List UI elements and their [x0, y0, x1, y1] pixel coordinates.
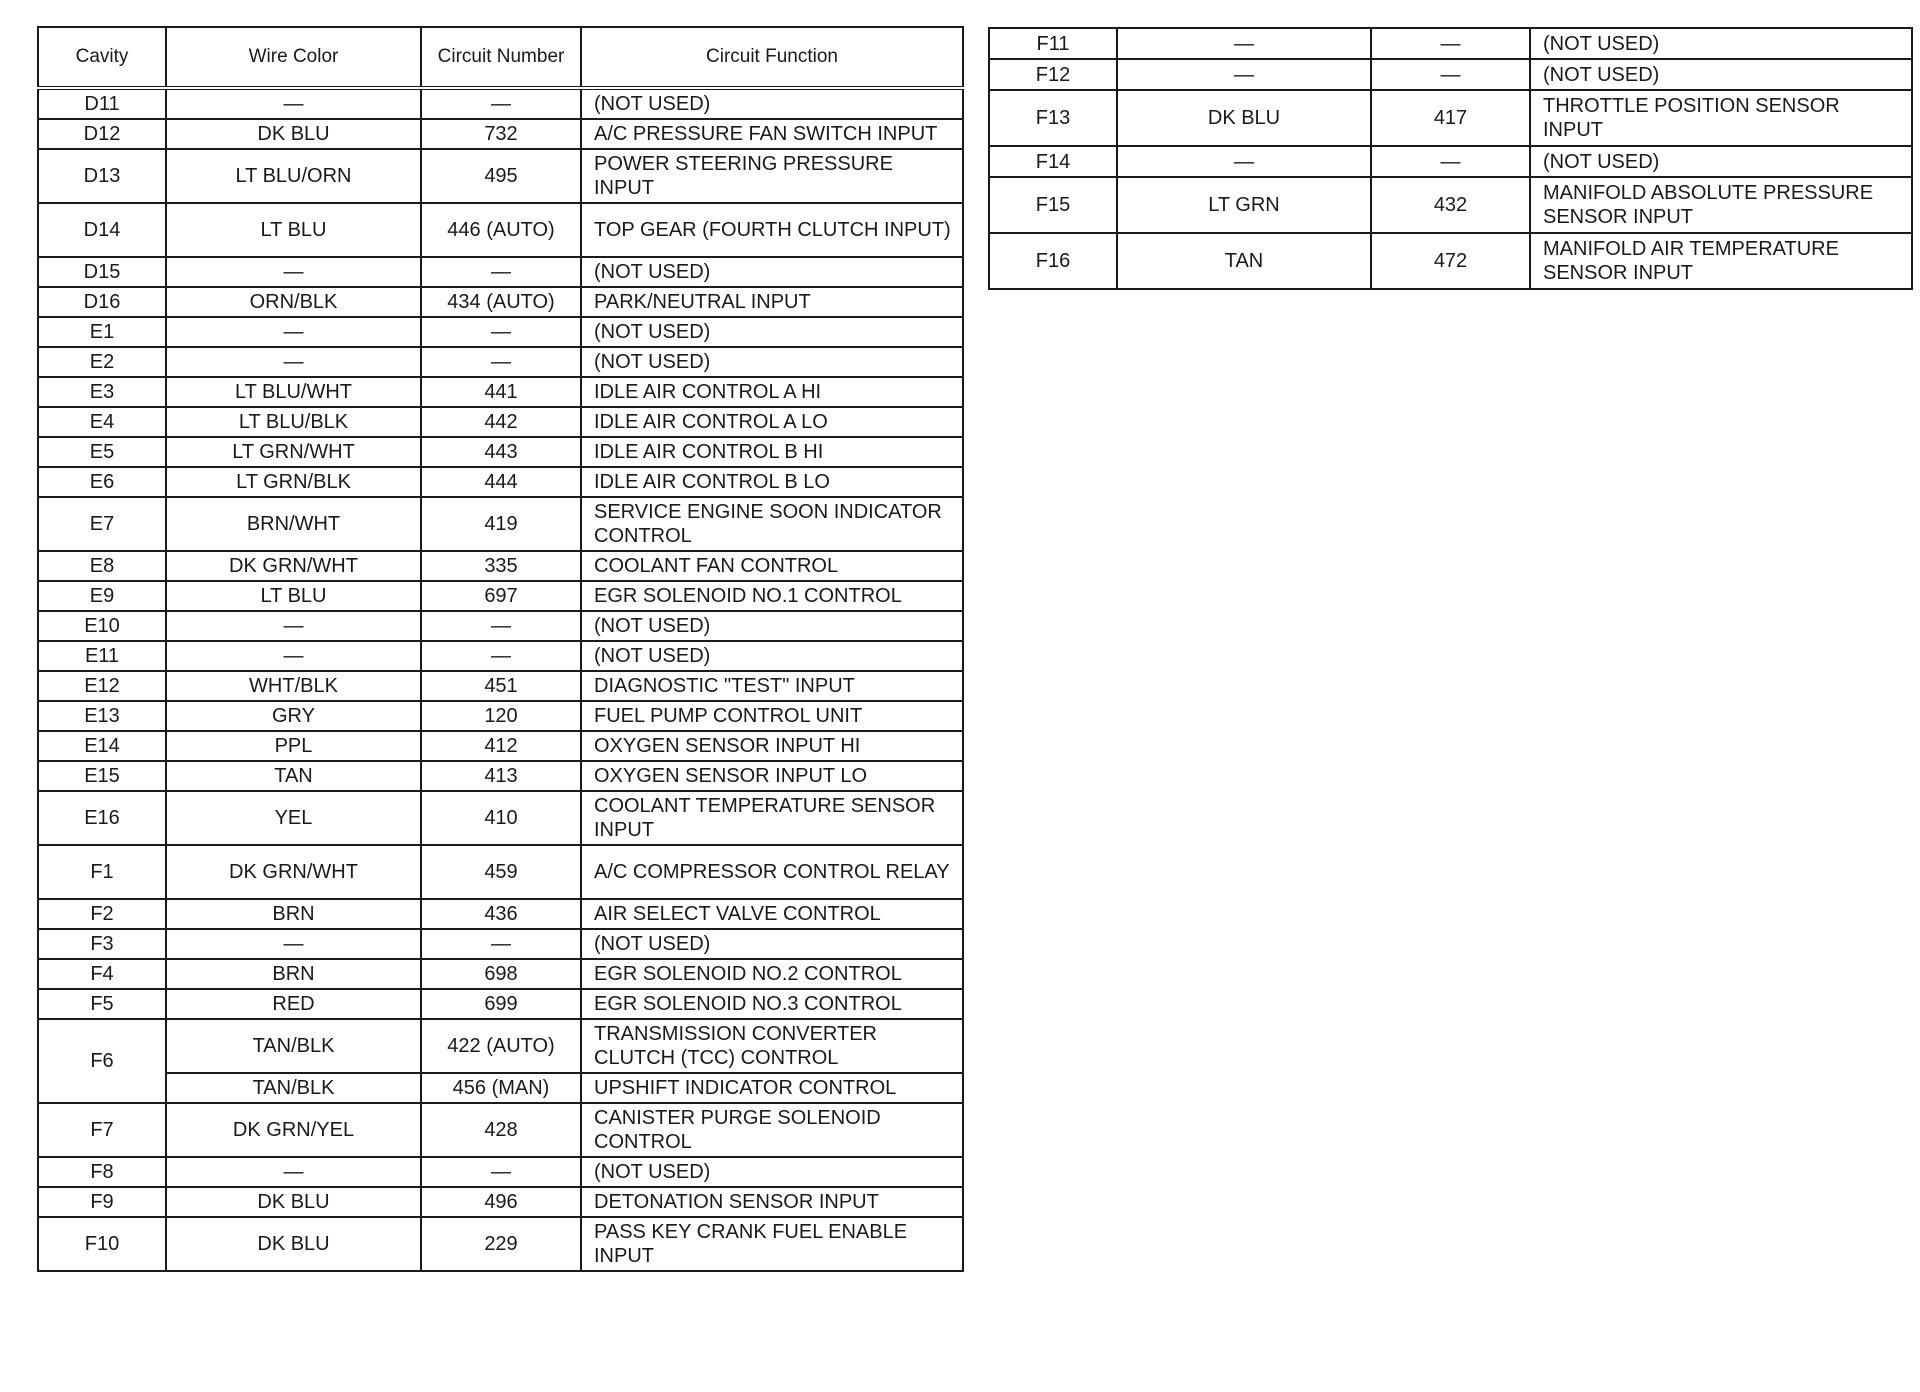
wire-color-cell: TAN	[1117, 233, 1371, 289]
table-header-row	[38, 27, 963, 88]
cavity-cell: F10	[38, 1217, 166, 1271]
circuit-number-cell: 412	[421, 731, 581, 761]
circuit-number-cell: 428	[421, 1103, 581, 1157]
cavity-cell: E12	[38, 671, 166, 701]
table-row	[38, 1073, 963, 1103]
table-row	[989, 90, 1912, 146]
wire-color-cell: DK BLU	[1117, 90, 1371, 146]
table-row	[38, 671, 963, 701]
connector-table-left	[37, 26, 964, 1272]
circuit-function-cell: IDLE AIR CONTROL A LO	[581, 407, 963, 437]
circuit-function-cell: (NOT USED)	[581, 88, 963, 119]
wire-color-cell: BRN	[166, 959, 421, 989]
cavity-cell: F5	[38, 989, 166, 1019]
table-row	[38, 497, 963, 551]
circuit-function-cell: (NOT USED)	[581, 1157, 963, 1187]
circuit-function-cell: UPSHIFT INDICATOR CONTROL	[581, 1073, 963, 1103]
circuit-number-cell: 444	[421, 467, 581, 497]
cavity-cell: F13	[989, 90, 1117, 146]
table-row	[989, 28, 1912, 59]
cavity-cell: E10	[38, 611, 166, 641]
table-row	[38, 641, 963, 671]
circuit-number-cell: 434 (AUTO)	[421, 287, 581, 317]
table-row	[38, 437, 963, 467]
circuit-function-cell: (NOT USED)	[581, 317, 963, 347]
wire-color-cell: LT GRN/WHT	[166, 437, 421, 467]
wire-color-cell: TAN/BLK	[166, 1019, 421, 1073]
cavity-cell: E16	[38, 791, 166, 845]
circuit-function-cell: SERVICE ENGINE SOON INDICATOR CONTROL	[581, 497, 963, 551]
table-row	[38, 287, 963, 317]
cavity-cell: F4	[38, 959, 166, 989]
wire-color-cell: —	[1117, 28, 1371, 59]
cavity-cell: D11	[38, 88, 166, 119]
circuit-function-cell: PASS KEY CRANK FUEL ENABLE INPUT	[581, 1217, 963, 1271]
wire-color-cell: BRN	[166, 899, 421, 929]
wire-color-cell: RED	[166, 989, 421, 1019]
wire-color-cell: DK GRN/WHT	[166, 845, 421, 899]
circuit-number-cell: 120	[421, 701, 581, 731]
wire-color-cell: TAN/BLK	[166, 1073, 421, 1103]
circuit-function-cell: DETONATION SENSOR INPUT	[581, 1187, 963, 1217]
cavity-cell: D14	[38, 203, 166, 257]
cavity-cell: D13	[38, 149, 166, 203]
circuit-number-cell: —	[1371, 146, 1530, 177]
table-row	[38, 88, 963, 119]
table-row	[38, 149, 963, 203]
circuit-number-cell: —	[421, 88, 581, 119]
wire-color-cell: TAN	[166, 761, 421, 791]
wire-color-cell: —	[166, 929, 421, 959]
circuit-number-cell: 419	[421, 497, 581, 551]
circuit-number-cell: 472	[1371, 233, 1530, 289]
circuit-number-cell: —	[421, 1157, 581, 1187]
circuit-function-cell: (NOT USED)	[581, 641, 963, 671]
table-row	[38, 929, 963, 959]
circuit-number-cell: 335	[421, 551, 581, 581]
circuit-number-cell: —	[1371, 28, 1530, 59]
table-row	[38, 611, 963, 641]
circuit-number-cell: 446 (AUTO)	[421, 203, 581, 257]
cavity-cell: F11	[989, 28, 1117, 59]
cavity-cell: E7	[38, 497, 166, 551]
cavity-cell: F2	[38, 899, 166, 929]
wire-color-cell: LT BLU	[166, 581, 421, 611]
wire-color-cell: —	[166, 1157, 421, 1187]
wire-color-cell: —	[1117, 146, 1371, 177]
circuit-number-cell: 436	[421, 899, 581, 929]
cavity-cell: E8	[38, 551, 166, 581]
circuit-function-cell: (NOT USED)	[1530, 28, 1912, 59]
wire-color-cell: YEL	[166, 791, 421, 845]
cavity-cell: F8	[38, 1157, 166, 1187]
wire-color-cell: —	[166, 317, 421, 347]
table-row	[38, 959, 963, 989]
circuit-function-cell: DIAGNOSTIC "TEST" INPUT	[581, 671, 963, 701]
wire-color-cell: DK BLU	[166, 1217, 421, 1271]
circuit-number-cell: 698	[421, 959, 581, 989]
wire-color-cell: —	[166, 347, 421, 377]
cavity-cell: F3	[38, 929, 166, 959]
circuit-function-cell: (NOT USED)	[581, 929, 963, 959]
table-row	[38, 791, 963, 845]
table-row	[38, 1217, 963, 1271]
cavity-cell: E2	[38, 347, 166, 377]
circuit-number-cell: 495	[421, 149, 581, 203]
circuit-function-cell: CANISTER PURGE SOLENOID CONTROL	[581, 1103, 963, 1157]
circuit-function-cell: IDLE AIR CONTROL B HI	[581, 437, 963, 467]
circuit-function-cell: OXYGEN SENSOR INPUT LO	[581, 761, 963, 791]
circuit-number-cell: 410	[421, 791, 581, 845]
table-row	[38, 1157, 963, 1187]
circuit-function-cell: (NOT USED)	[581, 257, 963, 287]
wire-color-cell: —	[166, 88, 421, 119]
cavity-cell: F7	[38, 1103, 166, 1157]
table-row	[989, 146, 1912, 177]
circuit-number-cell: 432	[1371, 177, 1530, 233]
table-row	[38, 551, 963, 581]
wire-color-cell: PPL	[166, 731, 421, 761]
circuit-number-cell: —	[421, 257, 581, 287]
circuit-number-cell: —	[421, 611, 581, 641]
circuit-function-cell: THROTTLE POSITION SENSOR INPUT	[1530, 90, 1912, 146]
cavity-cell: E15	[38, 761, 166, 791]
circuit-number-cell: —	[421, 317, 581, 347]
circuit-function-cell: FUEL PUMP CONTROL UNIT	[581, 701, 963, 731]
wire-color-cell: WHT/BLK	[166, 671, 421, 701]
circuit-function-cell: A/C PRESSURE FAN SWITCH INPUT	[581, 119, 963, 149]
circuit-function-cell: OXYGEN SENSOR INPUT HI	[581, 731, 963, 761]
circuit-function-cell: IDLE AIR CONTROL A HI	[581, 377, 963, 407]
circuit-number-cell: 697	[421, 581, 581, 611]
circuit-number-cell: —	[421, 929, 581, 959]
table-row	[38, 1019, 963, 1073]
circuit-function-cell: EGR SOLENOID NO.1 CONTROL	[581, 581, 963, 611]
circuit-function-cell: MANIFOLD AIR TEMPERATURE SENSOR INPUT	[1530, 233, 1912, 289]
cavity-cell: E4	[38, 407, 166, 437]
circuit-number-cell: 422 (AUTO)	[421, 1019, 581, 1073]
cavity-cell: F1	[38, 845, 166, 899]
circuit-function-cell: EGR SOLENOID NO.3 CONTROL	[581, 989, 963, 1019]
circuit-function-cell: COOLANT TEMPERATURE SENSOR INPUT	[581, 791, 963, 845]
circuit-number-cell: 456 (MAN)	[421, 1073, 581, 1103]
wire-color-cell: —	[166, 611, 421, 641]
left-table-body	[38, 88, 963, 1271]
circuit-function-cell: POWER STEERING PRESSURE INPUT	[581, 149, 963, 203]
wire-color-cell: —	[166, 257, 421, 287]
table-row	[38, 1187, 963, 1217]
cavity-cell: E5	[38, 437, 166, 467]
table-row	[38, 119, 963, 149]
circuit-number-cell: 413	[421, 761, 581, 791]
circuit-number-cell: 442	[421, 407, 581, 437]
table-row	[38, 845, 963, 899]
cavity-cell: E11	[38, 641, 166, 671]
circuit-function-cell: (NOT USED)	[1530, 59, 1912, 90]
table-row	[38, 467, 963, 497]
table-row	[989, 177, 1912, 233]
table-row	[38, 581, 963, 611]
cavity-cell: F16	[989, 233, 1117, 289]
table-row	[989, 59, 1912, 90]
table-row	[38, 1103, 963, 1157]
circuit-number-cell: 732	[421, 119, 581, 149]
table-row	[38, 731, 963, 761]
wire-color-cell: DK GRN/YEL	[166, 1103, 421, 1157]
wire-color-cell: DK BLU	[166, 119, 421, 149]
header-circuit-function: Circuit Function	[581, 27, 963, 88]
wire-color-cell: LT BLU/WHT	[166, 377, 421, 407]
circuit-number-cell: 496	[421, 1187, 581, 1217]
wire-color-cell: —	[166, 641, 421, 671]
table-row	[38, 257, 963, 287]
wire-color-cell: LT BLU	[166, 203, 421, 257]
table-row	[38, 989, 963, 1019]
wire-color-cell: BRN/WHT	[166, 497, 421, 551]
cavity-cell: F15	[989, 177, 1117, 233]
circuit-function-cell: PARK/NEUTRAL INPUT	[581, 287, 963, 317]
cavity-cell: E13	[38, 701, 166, 731]
table-row	[38, 347, 963, 377]
table-row	[38, 899, 963, 929]
header-circuit-number: Circuit Number	[421, 27, 581, 88]
cavity-cell: F9	[38, 1187, 166, 1217]
wire-color-cell: GRY	[166, 701, 421, 731]
cavity-cell: E14	[38, 731, 166, 761]
table-row	[989, 233, 1912, 289]
cavity-cell: F6	[38, 1019, 166, 1103]
cavity-cell: E9	[38, 581, 166, 611]
wire-color-cell: LT BLU/BLK	[166, 407, 421, 437]
table-row	[38, 407, 963, 437]
circuit-number-cell: 417	[1371, 90, 1530, 146]
right-table-body	[989, 28, 1912, 289]
table-row	[38, 317, 963, 347]
circuit-function-cell: TRANSMISSION CONVERTER CLUTCH (TCC) CONTROL	[581, 1019, 963, 1073]
circuit-function-cell: COOLANT FAN CONTROL	[581, 551, 963, 581]
circuit-function-cell: EGR SOLENOID NO.2 CONTROL	[581, 959, 963, 989]
wire-color-cell: —	[1117, 59, 1371, 90]
circuit-function-cell: TOP GEAR (FOURTH CLUTCH INPUT)	[581, 203, 963, 257]
circuit-function-cell: (NOT USED)	[1530, 146, 1912, 177]
cavity-cell: E1	[38, 317, 166, 347]
table-row	[38, 377, 963, 407]
circuit-number-cell: —	[421, 641, 581, 671]
wire-color-cell: ORN/BLK	[166, 287, 421, 317]
circuit-number-cell: 441	[421, 377, 581, 407]
circuit-number-cell: 443	[421, 437, 581, 467]
circuit-number-cell: 451	[421, 671, 581, 701]
cavity-cell: F12	[989, 59, 1117, 90]
cavity-cell: D15	[38, 257, 166, 287]
circuit-number-cell: 229	[421, 1217, 581, 1271]
table-row	[38, 761, 963, 791]
cavity-cell: D12	[38, 119, 166, 149]
circuit-function-cell: A/C COMPRESSOR CONTROL RELAY	[581, 845, 963, 899]
circuit-function-cell: MANIFOLD ABSOLUTE PRESSURE SENSOR INPUT	[1530, 177, 1912, 233]
circuit-number-cell: —	[421, 347, 581, 377]
circuit-function-cell: IDLE AIR CONTROL B LO	[581, 467, 963, 497]
cavity-cell: F14	[989, 146, 1117, 177]
wire-color-cell: DK BLU	[166, 1187, 421, 1217]
circuit-function-cell: AIR SELECT VALVE CONTROL	[581, 899, 963, 929]
circuit-number-cell: 459	[421, 845, 581, 899]
wire-color-cell: DK GRN/WHT	[166, 551, 421, 581]
table-row	[38, 203, 963, 257]
cavity-cell: D16	[38, 287, 166, 317]
connector-table-right	[988, 27, 1913, 290]
wire-color-cell: LT GRN/BLK	[166, 467, 421, 497]
circuit-number-cell: —	[1371, 59, 1530, 90]
circuit-number-cell: 699	[421, 989, 581, 1019]
header-cavity: Cavity	[38, 27, 166, 88]
cavity-cell: E3	[38, 377, 166, 407]
wire-color-cell: LT BLU/ORN	[166, 149, 421, 203]
header-wire-color: Wire Color	[166, 27, 421, 88]
wire-color-cell: LT GRN	[1117, 177, 1371, 233]
cavity-cell: E6	[38, 467, 166, 497]
circuit-function-cell: (NOT USED)	[581, 611, 963, 641]
circuit-function-cell: (NOT USED)	[581, 347, 963, 377]
table-row	[38, 701, 963, 731]
